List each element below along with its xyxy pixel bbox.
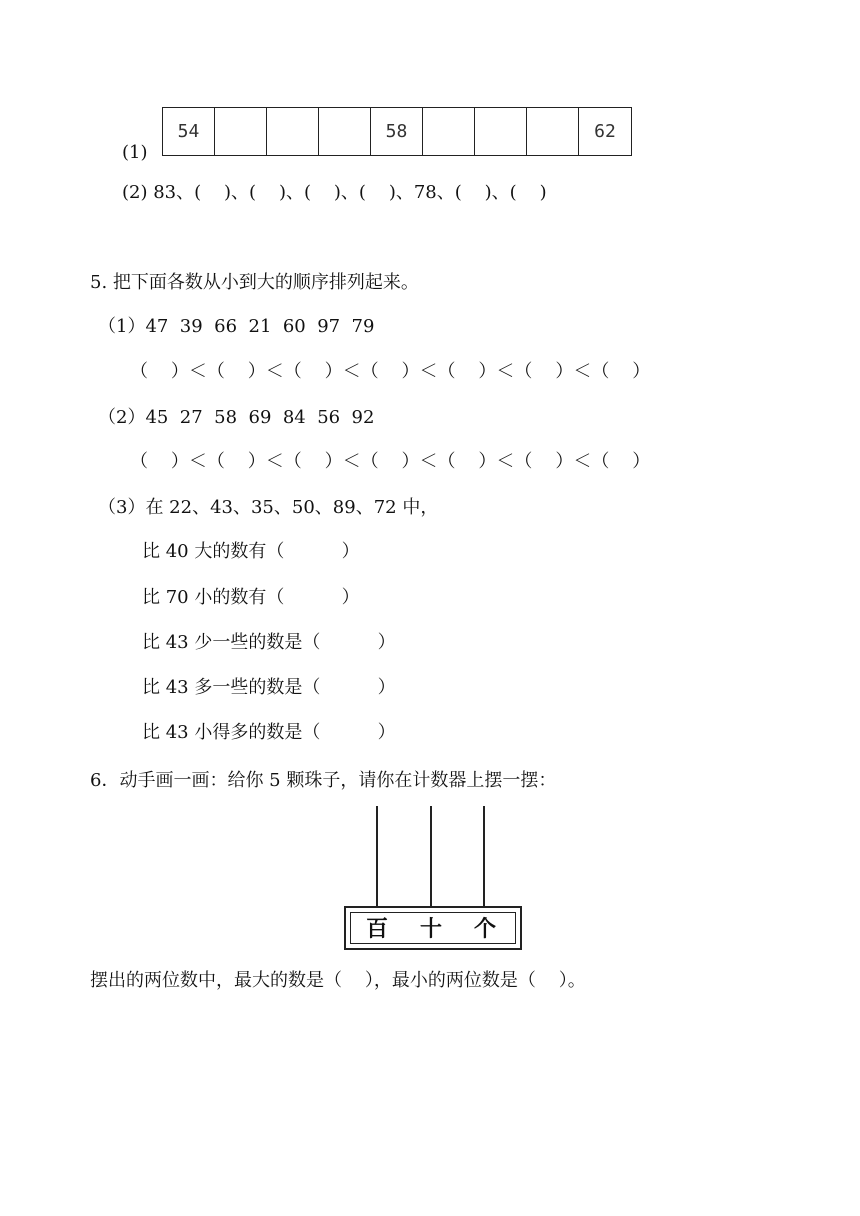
q5-part3-item[interactable]: 比 43 小得多的数是（ ） [142, 722, 396, 743]
strip-cell[interactable] [475, 108, 527, 155]
place-label-ones: 个 [473, 916, 496, 942]
q5-part3-item[interactable]: 比 40 大的数有（ ） [142, 541, 360, 562]
q5-part1-blanks[interactable]: （ ）＜（ ）＜（ ）＜（ ）＜（ ）＜（ ）＜（ ） [130, 361, 651, 382]
place-label-tens: 十 [419, 916, 442, 942]
abacus-counter[interactable] [344, 806, 526, 954]
strip-cell[interactable] [319, 108, 371, 155]
strip-cell[interactable] [527, 108, 579, 155]
q5-part2-numbers: （2）45 27 58 69 84 56 92 [98, 407, 375, 428]
q5-title: 5. 把下面各数从小到大的顺序排列起来。 [90, 272, 419, 293]
strip-cell[interactable]: 54 [163, 108, 215, 155]
q5-part3-intro: （3）在 22、43、35、50、89、72 中， [98, 497, 439, 518]
strip-cell[interactable] [215, 108, 267, 155]
abacus-rod-hundreds[interactable] [376, 806, 378, 906]
place-label-hundreds: 百 [365, 916, 388, 942]
abacus-rod-ones[interactable] [483, 806, 485, 906]
q5-part1-numbers: （1）47 39 66 21 60 97 79 [98, 316, 375, 337]
q5-part3-item[interactable]: 比 43 少一些的数是（ ） [142, 632, 396, 653]
number-strip [162, 107, 632, 156]
strip-cell[interactable] [423, 108, 475, 155]
strip-cell[interactable]: 62 [594, 121, 616, 142]
q4-part2-sequence[interactable]: (2) 83、( )、( )、( )、( )、78、( )、( ) [122, 182, 547, 203]
strip-cell[interactable]: 58 [371, 108, 423, 155]
strip-cell[interactable] [267, 108, 319, 155]
q5-part3-item[interactable]: 比 43 多一些的数是（ ） [142, 677, 396, 698]
q5-part3-item[interactable]: 比 70 小的数有（ ） [142, 587, 360, 608]
q4-part1-label: (1) [122, 142, 148, 163]
abacus-rod-tens[interactable] [430, 806, 432, 906]
q6-title: 6．动手画一画：给你 5 颗珠子，请你在计数器上摆一摆： [90, 770, 557, 791]
q5-part2-blanks[interactable]: （ ）＜（ ）＜（ ）＜（ ）＜（ ）＜（ ）＜（ ） [130, 451, 651, 472]
q6-answer-line[interactable]: 摆出的两位数中，最大的数是（ ），最小的两位数是（ ）。 [90, 970, 586, 991]
